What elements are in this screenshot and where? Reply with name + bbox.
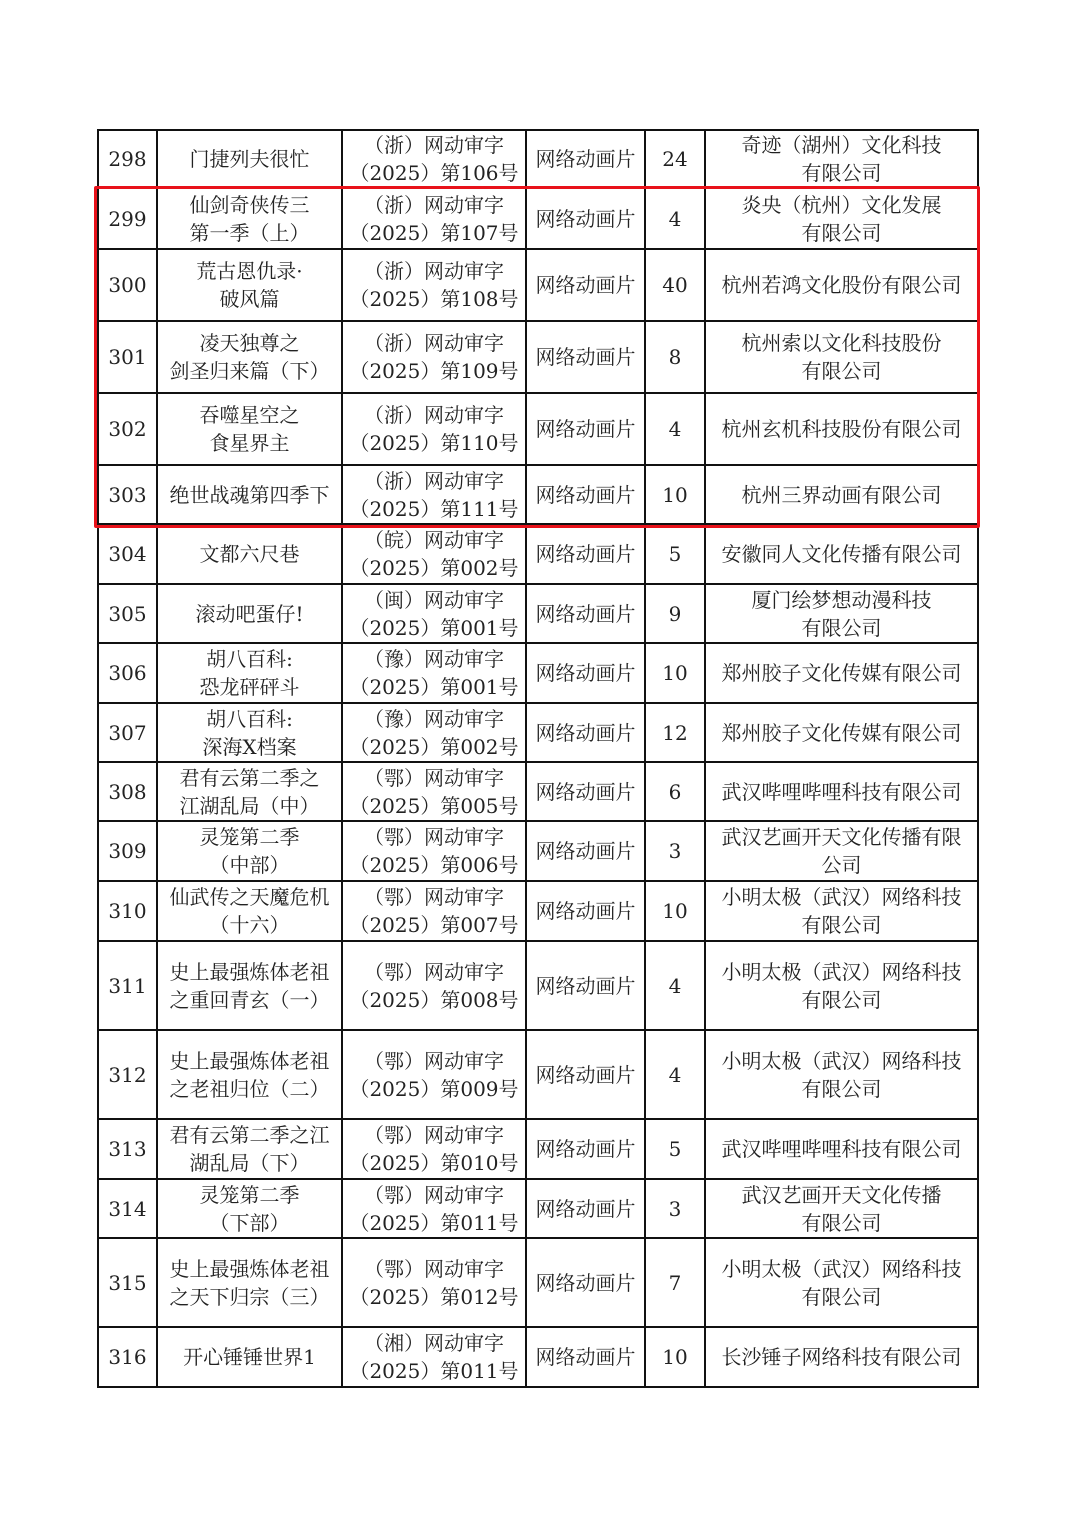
- company-cell: 杭州三界动画有限公司: [705, 465, 978, 524]
- row-number: 299: [98, 188, 157, 249]
- episodes-cell: 10: [645, 881, 705, 941]
- company-cell: 武汉哔哩哔哩科技有限公司: [705, 762, 978, 821]
- episodes-cell: 4: [645, 941, 705, 1030]
- company-cell: 长沙锤子网络科技有限公司: [705, 1327, 978, 1387]
- table-row: [98, 465, 978, 524]
- license-number-cell: （浙）网动审字 （2025）第109号: [342, 321, 526, 393]
- table-row: [98, 1179, 978, 1238]
- row-number: 311: [98, 941, 157, 1030]
- row-number: 298: [98, 130, 157, 188]
- license-number-cell: （鄂）网动审字 （2025）第005号: [342, 762, 526, 821]
- type-cell: 网络动画片: [526, 321, 645, 393]
- row-number: 305: [98, 584, 157, 643]
- title-cell: 凌天独尊之 剑圣归来篇（下）: [157, 321, 342, 393]
- type-cell: 网络动画片: [526, 703, 645, 762]
- title-cell: 灵笼第二季 （中部）: [157, 821, 342, 881]
- license-number-cell: （鄂）网动审字 （2025）第007号: [342, 881, 526, 941]
- company-cell: 小明太极（武汉）网络科技 有限公司: [705, 881, 978, 941]
- row-number: 300: [98, 249, 157, 321]
- type-cell: 网络动画片: [526, 1179, 645, 1238]
- company-cell: 武汉艺画开天文化传播有限 公司: [705, 821, 978, 881]
- company-cell: 杭州若鸿文化股份有限公司: [705, 249, 978, 321]
- table-row: [98, 881, 978, 941]
- company-cell: 郑州胶子文化传媒有限公司: [705, 703, 978, 762]
- episodes-cell: 6: [645, 762, 705, 821]
- title-cell: 吞噬星空之 食星界主: [157, 393, 342, 465]
- row-number: 306: [98, 643, 157, 703]
- episodes-cell: 5: [645, 524, 705, 584]
- company-cell: 安徽同人文化传播有限公司: [705, 524, 978, 584]
- title-cell: 仙剑奇侠传三 第一季（上）: [157, 188, 342, 249]
- table-row: [98, 821, 978, 881]
- license-number-cell: （湘）网动审字 （2025）第011号: [342, 1327, 526, 1387]
- table-row: [98, 524, 978, 584]
- table-row: [98, 1327, 978, 1387]
- type-cell: 网络动画片: [526, 584, 645, 643]
- table-row: [98, 393, 978, 465]
- episodes-cell: 4: [645, 393, 705, 465]
- license-number-cell: （豫）网动审字 （2025）第002号: [342, 703, 526, 762]
- type-cell: 网络动画片: [526, 762, 645, 821]
- company-cell: 杭州玄机科技股份有限公司: [705, 393, 978, 465]
- type-cell: 网络动画片: [526, 130, 645, 188]
- table-row: [98, 249, 978, 321]
- row-number: 316: [98, 1327, 157, 1387]
- table-row: [98, 1238, 978, 1327]
- table-row: [98, 188, 978, 249]
- row-number: 308: [98, 762, 157, 821]
- row-number: 313: [98, 1119, 157, 1179]
- company-cell: 小明太极（武汉）网络科技 有限公司: [705, 1238, 978, 1327]
- title-cell: 滚动吧蛋仔!: [157, 584, 342, 643]
- title-cell: 荒古恩仇录· 破风篇: [157, 249, 342, 321]
- episodes-cell: 4: [645, 188, 705, 249]
- license-number-cell: （鄂）网动审字 （2025）第010号: [342, 1119, 526, 1179]
- title-cell: 胡八百科: 深海X档案: [157, 703, 342, 762]
- episodes-cell: 4: [645, 1030, 705, 1119]
- type-cell: 网络动画片: [526, 1327, 645, 1387]
- table-row: [98, 130, 978, 188]
- title-cell: 史上最强炼体老祖 之老祖归位（二）: [157, 1030, 342, 1119]
- title-cell: 史上最强炼体老祖 之重回青玄（一）: [157, 941, 342, 1030]
- title-cell: 文都六尺巷: [157, 524, 342, 584]
- table-row: [98, 762, 978, 821]
- table-row: [98, 703, 978, 762]
- company-cell: 小明太极（武汉）网络科技 有限公司: [705, 1030, 978, 1119]
- type-cell: 网络动画片: [526, 1030, 645, 1119]
- episodes-cell: 10: [645, 1327, 705, 1387]
- row-number: 303: [98, 465, 157, 524]
- row-number: 301: [98, 321, 157, 393]
- episodes-cell: 3: [645, 1179, 705, 1238]
- license-number-cell: （浙）网动审字 （2025）第111号: [342, 465, 526, 524]
- license-number-cell: （鄂）网动审字 （2025）第008号: [342, 941, 526, 1030]
- title-cell: 开心锤锤世界1: [157, 1327, 342, 1387]
- license-number-cell: （鄂）网动审字 （2025）第012号: [342, 1238, 526, 1327]
- type-cell: 网络动画片: [526, 465, 645, 524]
- type-cell: 网络动画片: [526, 524, 645, 584]
- license-number-cell: （鄂）网动审字 （2025）第011号: [342, 1179, 526, 1238]
- episodes-cell: 10: [645, 643, 705, 703]
- type-cell: 网络动画片: [526, 643, 645, 703]
- license-number-cell: （浙）网动审字 （2025）第106号: [342, 130, 526, 188]
- episodes-cell: 8: [645, 321, 705, 393]
- episodes-cell: 24: [645, 130, 705, 188]
- company-cell: 厦门绘梦想动漫科技 有限公司: [705, 584, 978, 643]
- title-cell: 史上最强炼体老祖 之天下归宗（三）: [157, 1238, 342, 1327]
- license-number-cell: （鄂）网动审字 （2025）第009号: [342, 1030, 526, 1119]
- type-cell: 网络动画片: [526, 941, 645, 1030]
- row-number: 304: [98, 524, 157, 584]
- license-number-cell: （浙）网动审字 （2025）第110号: [342, 393, 526, 465]
- title-cell: 君有云第二季之江 湖乱局（下）: [157, 1119, 342, 1179]
- episodes-cell: 7: [645, 1238, 705, 1327]
- type-cell: 网络动画片: [526, 881, 645, 941]
- company-cell: 奇迹（湖州）文化科技 有限公司: [705, 130, 978, 188]
- table-body: [98, 130, 978, 1387]
- row-number: 315: [98, 1238, 157, 1327]
- table-row: [98, 941, 978, 1030]
- row-number: 314: [98, 1179, 157, 1238]
- row-number: 307: [98, 703, 157, 762]
- episodes-cell: 10: [645, 465, 705, 524]
- table-row: [98, 643, 978, 703]
- title-cell: 胡八百科: 恐龙砰砰斗: [157, 643, 342, 703]
- type-cell: 网络动画片: [526, 821, 645, 881]
- company-cell: 郑州胶子文化传媒有限公司: [705, 643, 978, 703]
- title-cell: 君有云第二季之 江湖乱局（中）: [157, 762, 342, 821]
- type-cell: 网络动画片: [526, 249, 645, 321]
- company-cell: 武汉艺画开天文化传播 有限公司: [705, 1179, 978, 1238]
- type-cell: 网络动画片: [526, 1238, 645, 1327]
- license-number-cell: （闽）网动审字 （2025）第001号: [342, 584, 526, 643]
- license-number-cell: （浙）网动审字 （2025）第108号: [342, 249, 526, 321]
- table-row: [98, 1119, 978, 1179]
- episodes-cell: 40: [645, 249, 705, 321]
- title-cell: 仙武传之天魔危机 （十六）: [157, 881, 342, 941]
- license-number-cell: （浙）网动审字 （2025）第107号: [342, 188, 526, 249]
- episodes-cell: 3: [645, 821, 705, 881]
- title-cell: 门捷列夫很忙: [157, 130, 342, 188]
- title-cell: 绝世战魂第四季下: [157, 465, 342, 524]
- company-cell: 武汉哔哩哔哩科技有限公司: [705, 1119, 978, 1179]
- episodes-cell: 9: [645, 584, 705, 643]
- row-number: 312: [98, 1030, 157, 1119]
- table-row: [98, 584, 978, 643]
- table-row: [98, 1030, 978, 1119]
- company-cell: 小明太极（武汉）网络科技 有限公司: [705, 941, 978, 1030]
- table-row: [98, 321, 978, 393]
- episodes-cell: 12: [645, 703, 705, 762]
- type-cell: 网络动画片: [526, 393, 645, 465]
- animation-approval-table: [97, 129, 979, 1388]
- episodes-cell: 5: [645, 1119, 705, 1179]
- type-cell: 网络动画片: [526, 1119, 645, 1179]
- title-cell: 灵笼第二季 （下部）: [157, 1179, 342, 1238]
- license-number-cell: （鄂）网动审字 （2025）第006号: [342, 821, 526, 881]
- row-number: 309: [98, 821, 157, 881]
- row-number: 302: [98, 393, 157, 465]
- license-number-cell: （皖）网动审字 （2025）第002号: [342, 524, 526, 584]
- company-cell: 杭州索以文化科技股份 有限公司: [705, 321, 978, 393]
- company-cell: 炎央（杭州）文化发展 有限公司: [705, 188, 978, 249]
- type-cell: 网络动画片: [526, 188, 645, 249]
- license-number-cell: （豫）网动审字 （2025）第001号: [342, 643, 526, 703]
- row-number: 310: [98, 881, 157, 941]
